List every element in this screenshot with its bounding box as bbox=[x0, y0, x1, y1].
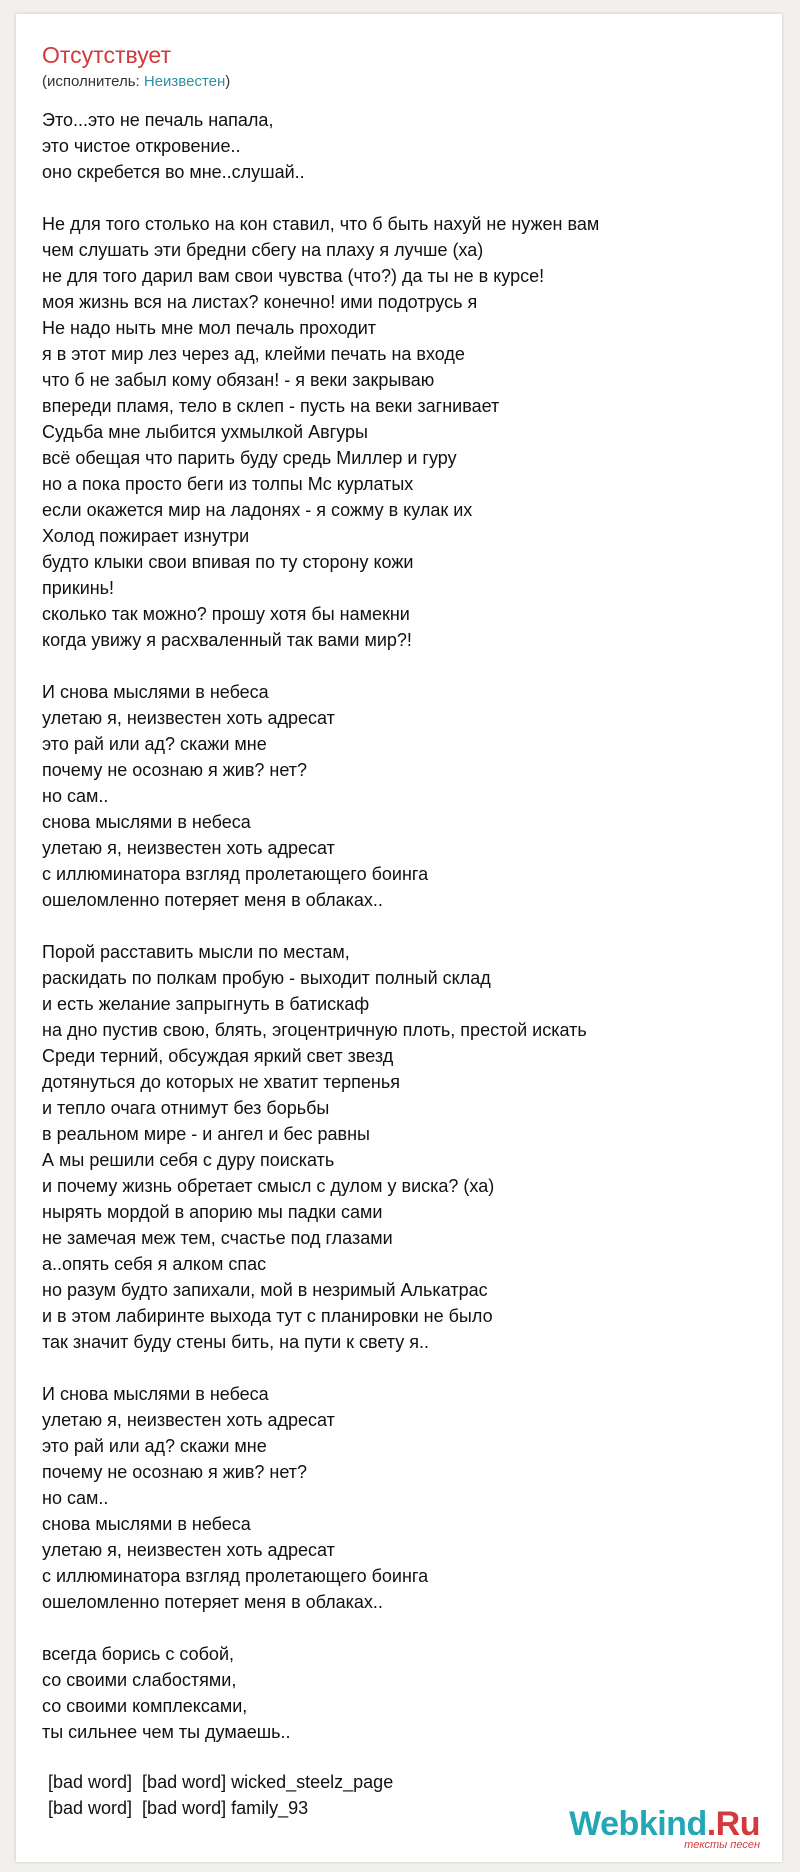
lyric-line: с иллюминатора взгляд пролетающего боинга bbox=[42, 864, 429, 884]
lyric-line: ошеломленно потеряет меня в облаках.. bbox=[42, 890, 383, 910]
lyric-line: снова мыслями в небеса bbox=[42, 1514, 251, 1534]
lyric-line: если окажется мир на ладонях - я сожму в кулак их bbox=[42, 500, 473, 520]
lyric-line: с иллюминатора взгляд пролетающего боинга bbox=[42, 1566, 429, 1586]
lyric-line: я в этот мир лез через ад, клейми печать на входе bbox=[42, 344, 465, 364]
lyric-line: это рай или ад? скажи мне bbox=[42, 734, 267, 754]
lyric-line: Порой расставить мысли по местам, bbox=[42, 942, 350, 962]
lyrics-body bbox=[42, 107, 599, 1771]
lyric-line: моя жизнь вся на листах? конечно! ими подотрусь я bbox=[42, 292, 478, 312]
lyric-line: а..опять себя я алком спас bbox=[42, 1254, 267, 1274]
lyric-line: сколько так можно? прошу хотя бы намекни bbox=[42, 604, 410, 624]
lyric-line: ошеломленно потеряет меня в облаках.. bbox=[42, 1592, 383, 1612]
lyric-line: всегда борись с собой, bbox=[42, 1644, 234, 1664]
lyric-line: И снова мыслями в небеса bbox=[42, 682, 269, 702]
lyric-line: будто клыки свои впивая по ту сторону кожи bbox=[42, 552, 414, 572]
artist-line bbox=[42, 73, 230, 90]
lyric-line: Не надо ныть мне мол печаль проходит bbox=[42, 318, 377, 338]
lyric-line: ты сильнее чем ты думаешь.. bbox=[42, 1722, 291, 1742]
lyric-line: почему не осознаю я жив? нет? bbox=[42, 760, 308, 780]
lyric-line: но сам.. bbox=[42, 786, 109, 806]
logo-main-text: Webkind bbox=[569, 1805, 707, 1843]
lyric-line: но разум будто запихали, мой в незримый Алькатрас bbox=[42, 1280, 488, 1300]
artist-link[interactable]: Неизвестен bbox=[143, 73, 226, 90]
lyrics-stanza bbox=[42, 1381, 599, 1615]
lyric-line: улетаю я, неизвестен хоть адресат bbox=[42, 1540, 335, 1560]
tag-line: [bad word] [bad word] wicked_steelz_page bbox=[48, 1772, 394, 1792]
lyric-line: со своими слабостями, bbox=[42, 1670, 237, 1690]
lyric-line: и почему жизнь обретает смысл с дулом у виска? (ха) bbox=[42, 1176, 495, 1196]
logo-wordmark bbox=[569, 1806, 760, 1842]
lyric-line: дотянуться до которых не хватит терпенья bbox=[42, 1072, 400, 1092]
logo-tld: .Ru bbox=[706, 1805, 760, 1843]
lyric-line: в реальном мире - и ангел и бес равны bbox=[42, 1124, 370, 1144]
lyric-line: и есть желание запрыгнуть в батискаф bbox=[42, 994, 370, 1014]
lyric-line: раскидать по полкам пробую - выходит полный склад bbox=[42, 968, 491, 988]
lyrics-stanza bbox=[42, 939, 599, 1355]
site-logo[interactable] bbox=[569, 1806, 760, 1851]
lyric-line: прикинь! bbox=[42, 578, 115, 598]
lyric-line: оно скребется во мне..слушай.. bbox=[42, 162, 305, 182]
tag-line: [bad word] [bad word] family_93 bbox=[48, 1798, 309, 1818]
song-title: Отсутствует bbox=[42, 42, 171, 68]
lyric-line: и в этом лабиринте выхода тут с планировки не было bbox=[42, 1306, 493, 1326]
lyric-line: когда увижу я расхваленный так вами мир?! bbox=[42, 630, 412, 650]
lyric-line: но а пока просто беги из толпы Mc курлатых bbox=[42, 474, 414, 494]
lyric-line: впереди пламя, тело в склеп - пусть на веки загнивает bbox=[42, 396, 500, 416]
artist-suffix: ) bbox=[225, 73, 231, 90]
lyric-line: нырять мордой в апорию мы падки сами bbox=[42, 1202, 383, 1222]
lyric-line: Судьба мне лыбится ухмылкой Авгуры bbox=[42, 422, 368, 442]
lyrics-stanza bbox=[42, 211, 599, 653]
lyrics-stanza bbox=[42, 679, 599, 913]
lyric-line: это рай или ад? скажи мне bbox=[42, 1436, 267, 1456]
tags-block bbox=[48, 1769, 393, 1821]
logo-tagline: тексты песен bbox=[684, 1839, 760, 1851]
lyric-line: Не для того столько на кон ставил, что б быть нахуй не нужен вам bbox=[42, 214, 600, 234]
lyric-line: чем слушать эти бредни сбегу на плаху я лучше (ха) bbox=[42, 240, 484, 260]
lyric-line: улетаю я, неизвестен хоть адресат bbox=[42, 708, 335, 728]
lyric-line: что б не забыл кому обязан! - я веки закрываю bbox=[42, 370, 435, 390]
lyrics-stanza bbox=[42, 1641, 599, 1745]
lyric-line: снова мыслями в небеса bbox=[42, 812, 251, 832]
lyric-line: так значит буду стены бить, на пути к свету я.. bbox=[42, 1332, 429, 1352]
lyric-line: улетаю я, неизвестен хоть адресат bbox=[42, 838, 335, 858]
lyric-line: Холод пожирает изнутри bbox=[42, 526, 250, 546]
artist-prefix: (исполнитель: bbox=[42, 73, 144, 90]
lyric-line: не замечая меж тем, счастье под глазами bbox=[42, 1228, 393, 1248]
lyric-line: и тепло очага отнимут без борьбы bbox=[42, 1098, 330, 1118]
lyric-line: Это...это не печаль напала, bbox=[42, 110, 274, 130]
lyrics-stanza bbox=[42, 107, 599, 185]
lyric-line: И снова мыслями в небеса bbox=[42, 1384, 269, 1404]
lyric-line: всё обещая что парить буду средь Миллер и гуру bbox=[42, 448, 457, 468]
lyric-line: улетаю я, неизвестен хоть адресат bbox=[42, 1410, 335, 1430]
lyric-line: на дно пустив свою, блять, эгоцентричную плоть, престой искать bbox=[42, 1020, 587, 1040]
lyric-line: А мы решили себя с дуру поискать bbox=[42, 1150, 335, 1170]
lyric-line: не для того дарил вам свои чувства (что?) да ты не в курсе! bbox=[42, 266, 545, 286]
lyric-line: почему не осознаю я жив? нет? bbox=[42, 1462, 308, 1482]
lyric-line: это чистое откровение.. bbox=[42, 136, 241, 156]
lyric-line: со своими комплексами, bbox=[42, 1696, 248, 1716]
lyric-line: Среди терний, обсуждая яркий свет звезд bbox=[42, 1046, 394, 1066]
lyric-line: но сам.. bbox=[42, 1488, 109, 1508]
